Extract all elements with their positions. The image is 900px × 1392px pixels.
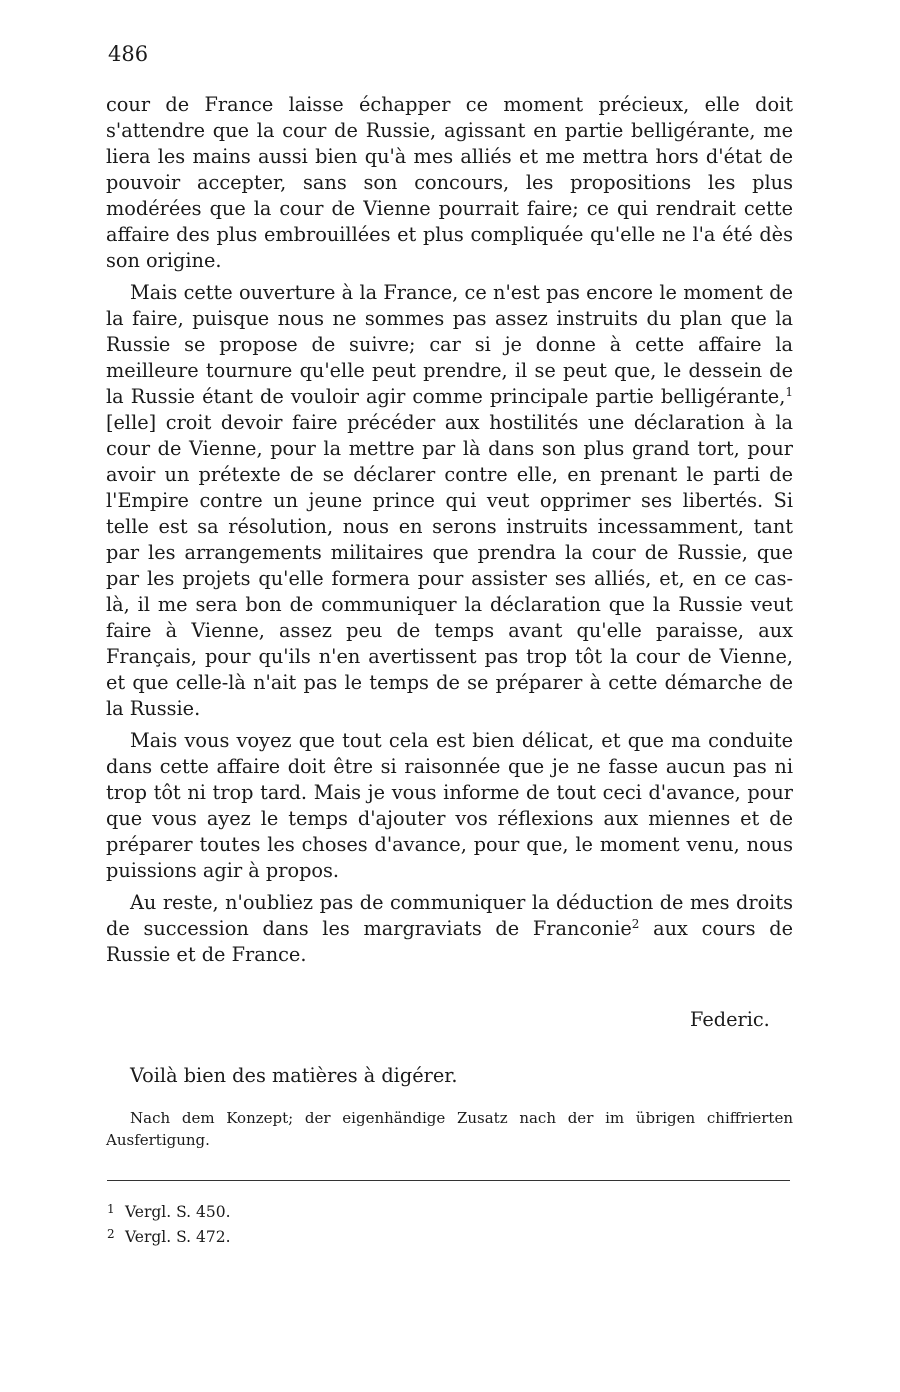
paragraph-1-text: cour de France laisse échapper ce moment précieux, elle doit s'attendre que la cour de Russie, agissant en partie belligérante, me liera les mains aussi bien qu'à mes alliés et me mettra hors d'état de pouvoir accepter, sans son concours, les propositions les plus modérées que la cour de Vienne pourrait faire; ce qui rendrait cette affaire des plus embrouillées et plus compliquée qu'elle ne l'a été dès son origine. — [106, 93, 793, 272]
footnote-2-mark: 2 — [107, 1227, 115, 1241]
paragraph-3-text: Mais vous voyez que tout cela est bien délicat, et que ma conduite dans cette affaire doit être si raisonnée que je ne fasse aucun pas ni trop tôt ni trop tard. Mais je vous informe de tout ceci d'avance, pour que vous ayez le temps d'ajouter vos réflexions aux miennes et de préparer toutes les choses d'avance, pour que, le moment venu, nous puissions agir à propos. — [106, 729, 793, 882]
footnote-2-text: Vergl. S. 472. — [125, 1228, 231, 1246]
paragraph-3 — [106, 728, 793, 884]
paragraph-1 — [106, 92, 793, 274]
paragraph-4-text-b: aux cours de Russie et de France. — [106, 917, 793, 966]
footnote-1 — [107, 1198, 231, 1223]
paragraph-4-text-a: Au reste, n'oubliez pas de communiquer la déduction de mes droits de succession dans les margraviats de Franconie — [106, 891, 793, 940]
postscript: Voilà bien des matières à digérer. — [130, 1064, 458, 1087]
footnote-1-text: Vergl. S. 450. — [125, 1203, 231, 1221]
footnotes — [107, 1198, 231, 1248]
source-note: Nach dem Konzept; der eigenhändige Zusatz nach der im übrigen chiffrierten Ausfertigung. — [106, 1109, 793, 1149]
footnote-1-mark: 1 — [107, 1202, 115, 1216]
signature: Federic. — [690, 1008, 770, 1031]
paragraph-2 — [106, 280, 793, 722]
letter-body — [106, 92, 793, 974]
paragraph-2-text-a: Mais cette ouverture à la France, ce n'est pas encore le moment de la faire, puisque nous ne sommes pas assez instruits du plan que la Russie se propose de suivre; car si je donne à cette affaire la meilleure tournure qu'elle peut prendre, il se peut que, le dessein de la Russie étant de vouloir agir comme principale partie belligérante, — [106, 281, 793, 408]
footnote-2 — [107, 1223, 231, 1248]
paragraph-4 — [106, 890, 793, 968]
page-number: 486 — [108, 42, 149, 66]
paragraph-2-text-b: [elle] croit devoir faire précéder aux hostilités une déclaration à la cour de Vienne, pour la mettre par là dans son plus grand tort, pour avoir un prétexte de se déclarer contre elle, en prenant le parti de l'Empire contre un jeune prince qui veut opprimer ses libertés. Si telle est sa résolution, nous en serons instruits incessamment, tant par les arrangements militaires que prendra la cour de Russie, que par les projets qu'elle formera pour assister ses alliés, et, en ce cas-là, il me sera bon de communiquer la déclaration que la Russie veut faire à Vienne, assez peu de temps avant qu'elle paraisse, aux Français, pour qu'ils n'en avertissent pas trop tôt la cour de Vienne, et que celle-là n'ait pas le temps de se préparer à cette démarche de la Russie. — [106, 411, 793, 720]
footnote-divider — [107, 1180, 790, 1181]
footnote-ref-1[interactable]: 1 — [785, 385, 793, 399]
footnote-ref-2[interactable]: 2 — [631, 917, 640, 931]
